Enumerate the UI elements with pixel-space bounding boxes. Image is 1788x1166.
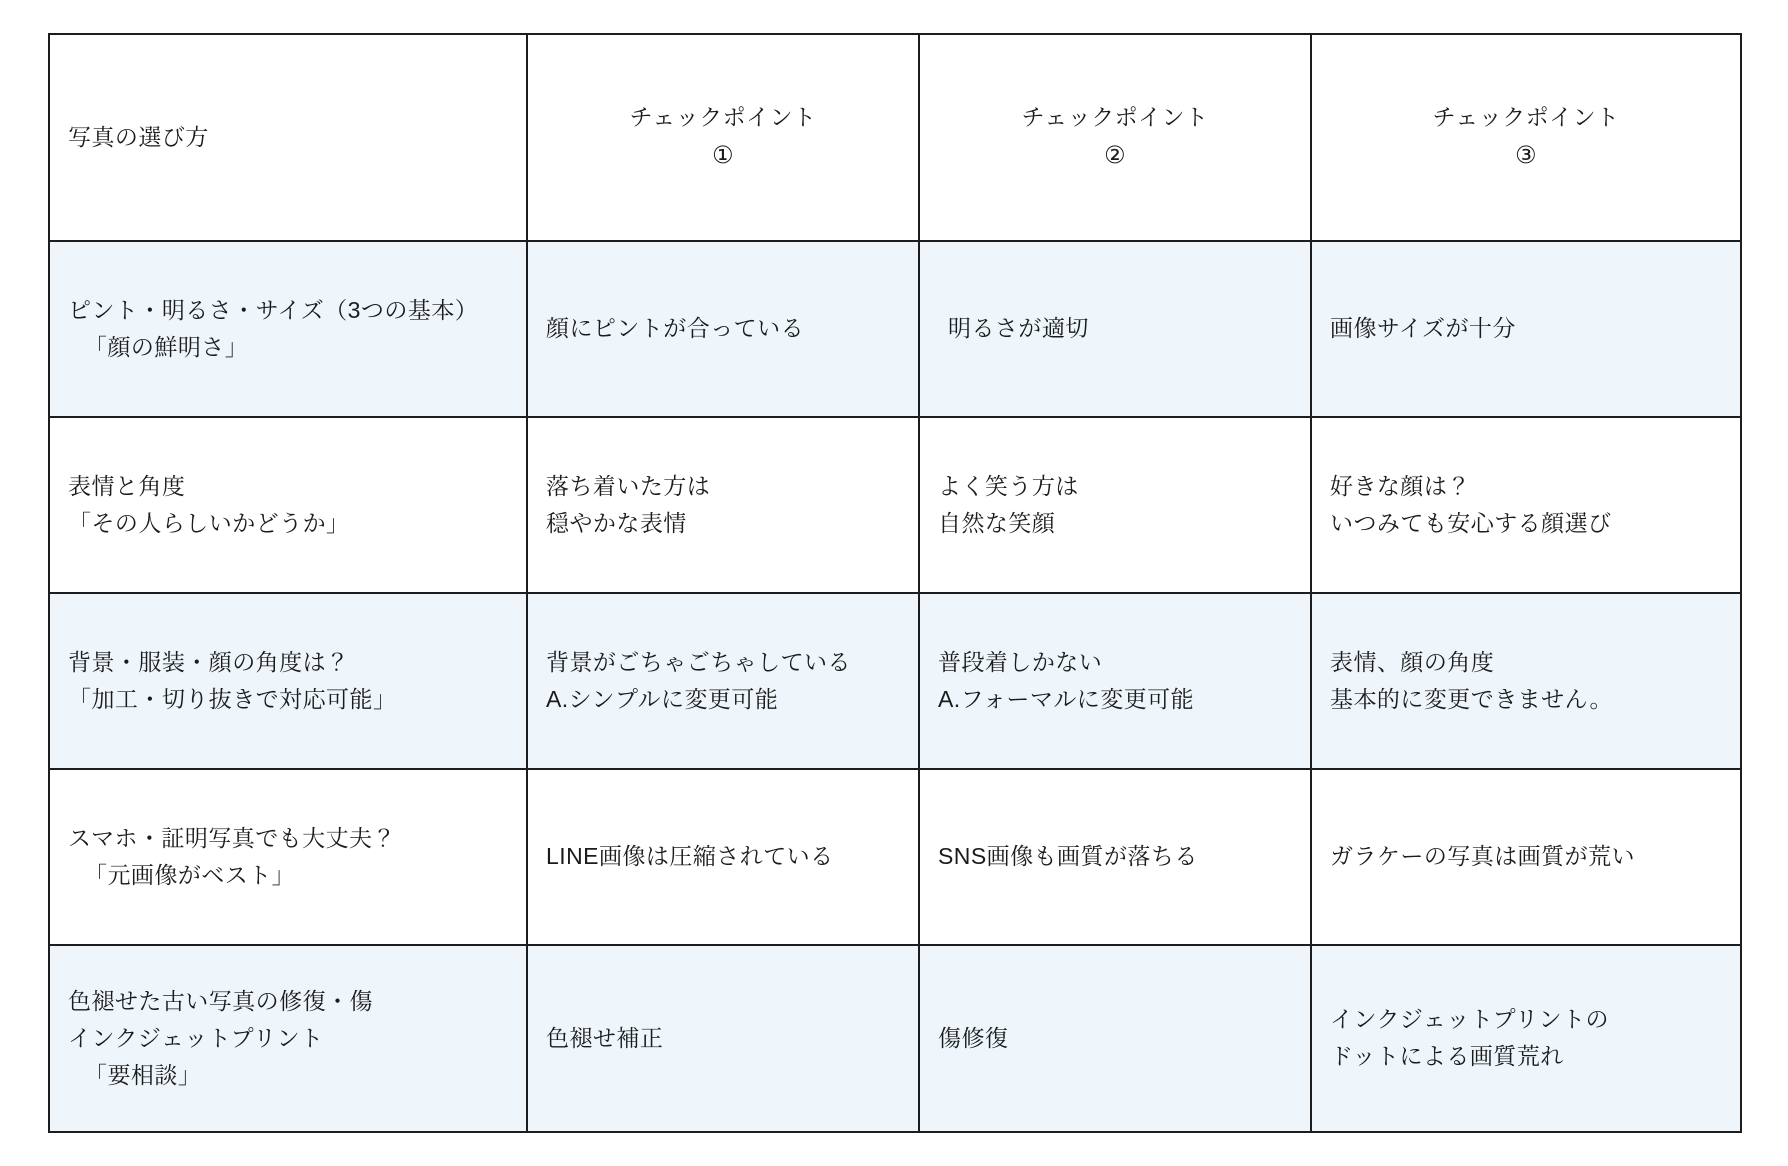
photo-selection-guide-table-wrapper — [48, 33, 1740, 1133]
cell-line: 画像サイズが十分 — [1330, 315, 1516, 342]
column-header-label: チェックポイント — [1432, 104, 1620, 131]
cell-line: よく笑う方は — [938, 472, 1079, 499]
row-cell — [919, 241, 1311, 417]
row-label-line: ピント・明るさ・サイズ（3つの基本） — [68, 296, 479, 323]
cell-line: 傷修復 — [938, 1024, 1009, 1051]
row-label-line: 「その人らしいかどうか」 — [68, 509, 350, 536]
row-label-line: インクジェットプリント — [68, 1024, 324, 1051]
row-label-line: 「加工・切り抜きで対応可能」 — [68, 685, 397, 712]
row-cell — [527, 241, 919, 417]
cell-line: 色褪せ補正 — [546, 1024, 664, 1051]
row-label-cell — [49, 945, 527, 1132]
table-body — [49, 34, 1741, 1132]
table-row — [49, 593, 1741, 769]
cell-line: 基本的に変更できません。 — [1330, 685, 1613, 712]
row-cell — [1311, 945, 1741, 1132]
row-label-line: スマホ・証明写真でも大丈夫？ — [68, 824, 396, 851]
table-title-cell: 写真の選び方 — [49, 34, 527, 241]
row-label-line: 背景・服装・顔の角度は？ — [68, 648, 350, 675]
cell-line: 自然な笑顔 — [938, 509, 1056, 536]
cell-line: 穏やかな表情 — [546, 509, 687, 536]
column-header-label: チェックポイント — [1021, 104, 1209, 131]
row-cell — [919, 769, 1311, 945]
cell-line: 好きな顔は？ — [1330, 472, 1471, 499]
row-cell — [1311, 769, 1741, 945]
row-cell — [1311, 593, 1741, 769]
table-row — [49, 769, 1741, 945]
photo-selection-guide-table — [48, 33, 1742, 1133]
cell-line: A.フォーマルに変更可能 — [938, 685, 1195, 712]
row-label-cell — [49, 241, 527, 417]
cell-line: いつみても安心する顔選び — [1330, 509, 1612, 536]
row-cell — [527, 769, 919, 945]
cell-line: LINE画像は圧縮されている — [546, 843, 834, 870]
column-header-mark: ③ — [1515, 141, 1537, 169]
cell-line: 背景がごちゃごちゃしている — [546, 648, 851, 675]
row-cell — [919, 945, 1311, 1132]
cell-line: SNS画像も画質が落ちる — [938, 843, 1198, 870]
column-header-mark: ① — [712, 141, 734, 169]
row-cell — [527, 593, 919, 769]
cell-line: ガラケーの写真は画質が荒い — [1330, 843, 1635, 870]
row-label-line: 色褪せた古い写真の修復・傷 — [68, 987, 373, 1014]
cell-line: 明るさが適切 — [948, 315, 1089, 342]
column-header-checkpoint-3 — [1311, 34, 1741, 241]
row-cell — [919, 417, 1311, 593]
table-row — [49, 417, 1741, 593]
column-header-label: チェックポイント — [629, 104, 817, 131]
table-header-row — [49, 34, 1741, 241]
row-label-cell — [49, 417, 527, 593]
cell-line: 落ち着いた方は — [546, 472, 711, 499]
cell-line: 表情、顔の角度 — [1330, 648, 1495, 675]
cell-line: インクジェットプリントの — [1330, 1006, 1609, 1033]
row-label-line: 「元画像がベスト」 — [84, 861, 296, 888]
row-cell — [527, 945, 919, 1132]
cell-line: 普段着しかない — [938, 648, 1103, 675]
cell-line: 顔にピントが合っている — [546, 315, 805, 342]
table-row — [49, 241, 1741, 417]
row-label-line: 「要相談」 — [84, 1062, 202, 1089]
row-cell — [919, 593, 1311, 769]
column-header-mark: ② — [1104, 141, 1126, 169]
row-label-cell — [49, 593, 527, 769]
column-header-checkpoint-1 — [527, 34, 919, 241]
row-label-line: 表情と角度 — [68, 472, 186, 499]
row-cell — [1311, 417, 1741, 593]
row-label-line: 「顔の鮮明さ」 — [84, 333, 249, 360]
row-cell — [1311, 241, 1741, 417]
cell-line: A.シンプルに変更可能 — [546, 685, 779, 712]
column-header-checkpoint-2 — [919, 34, 1311, 241]
row-cell — [527, 417, 919, 593]
table-row — [49, 945, 1741, 1132]
cell-line: ドットによる画質荒れ — [1330, 1043, 1564, 1070]
row-label-cell — [49, 769, 527, 945]
